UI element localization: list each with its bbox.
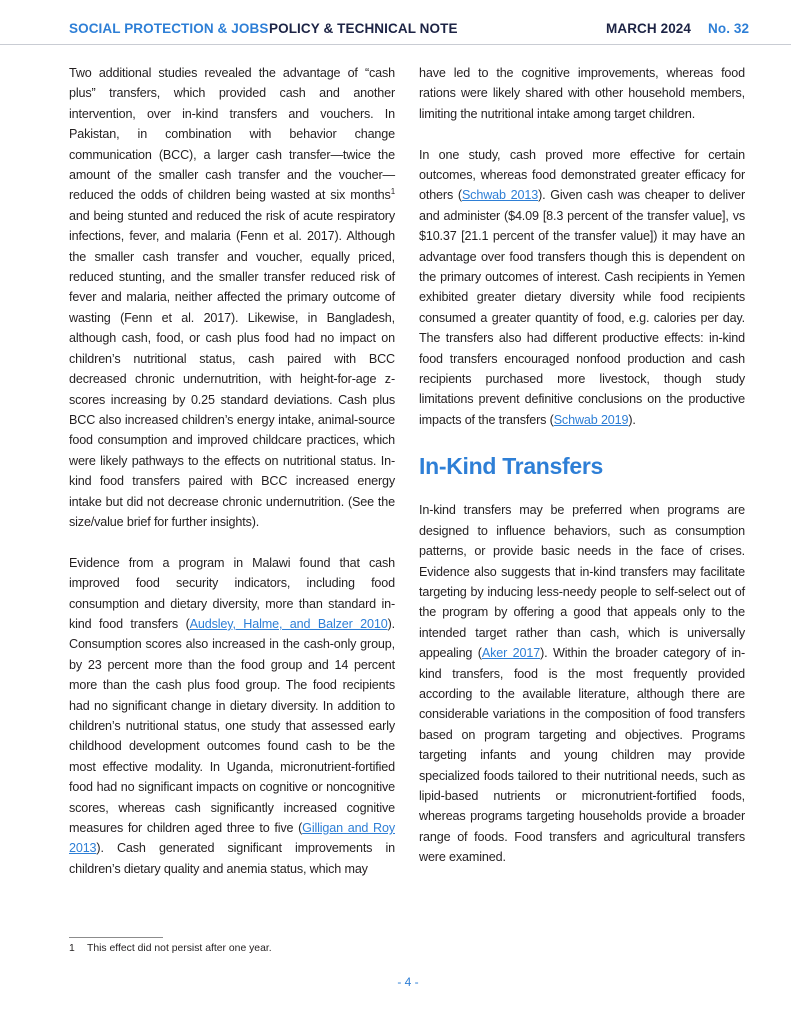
right-p2-text-b: ). Given cash was cheaper to deliver and administer ($4.09 [8.3 percent of the transfer value], vs $10.37 [21.1 percent of the transfer value]) it may have an advantage over food transfers though this is dependent on the primary outcomes of interest. Cash recipients in Yemen exhibited greater dietary diversity while food recipients consumed a greater quantity of food, e.g. calories per day. The transfers also had different productive effects: in-kind food transfers encouraged nonfood production and cash recipients purchased more livestock, though study limitations prevent definitive conclusions on the productive impacts of the transfers (	[419, 188, 746, 427]
left-p1-text-b: and being stunted and reduced the risk of acute respiratory infections, fever, and malaria (Fenn et al. 2017). Although the smaller cash transfer and voucher, equally priced, reduced stunting, and the smaller transfer reduced risk of fever and malaria, neither affected the primary outcome of wasting (Fenn et al. 2017). Likewise, in Bangladesh, although cash, food, or cash plus food had no impact on children’s nutritional status, cash paired with BCC decreased chronic undernutrition, with height-for-age z-scores increasing by 0.25 standard deviations. Cash plus BCC also increased children’s energy intake, animal-source food consumption and improved childcare practices, which were likely pathways to the effects on nutritional status. In-kind food transfers paired with BCC increased energy intake but did not decrease chronic undernutrition. (See the size/value brief for further insights).	[69, 208, 395, 529]
right-p2-text-a: In one study, cash proved more effective for certain outcomes, whereas food demonstrated greater efficacy for others (	[419, 147, 745, 203]
left-p2-text-b: ). Consumption scores also increased in the cash-only group, by 23 percent more than the food group and 14 percent more than the cash plus food group. The food recipients had no significant change in dietary diversity. In addition to children’s nutritional status, one study that assessed early childhood development outcomes found cash to be the most effective modality. In Uganda, micronutrient-fortified food had no significant impacts on cognitive or noncognitive scores, whereas cash significantly increased cognitive measures for children aged three to five (	[69, 616, 395, 836]
header-number: No. 32	[708, 21, 750, 36]
right-column	[419, 63, 745, 868]
footnote-divider	[69, 937, 163, 938]
citation-link-aker[interactable]: Aker 2017	[481, 646, 541, 661]
page-number	[0, 975, 791, 989]
left-p2-text-c: ). Cash generated significant improvements in children’s dietary quality and anemia status, which may	[69, 841, 395, 876]
page-number-text: - 4 -	[397, 975, 419, 989]
section-heading-in-kind-transfers: In-Kind Transfers	[419, 453, 604, 480]
right-p3-text-b: ). Within the broader category of in-kind transfers, food is the most frequently provided according to the available literature, although there are considerable variations in the composition of food transfers based on program targeting and objectives. Programs targeting infants and young children may provide specialized foods tailored to their nutritional needs, such as lipid-based nutrients or micronutrient-fortified foods, whereas programs targeting households provide a broader range of foods. Food transfers and agricultural transfers were examined.	[419, 646, 746, 865]
footnote	[69, 943, 272, 954]
citation-link-schwab-2013[interactable]: Schwab 2013	[461, 188, 539, 203]
citation-link-schwab-2019[interactable]: Schwab 2019	[553, 412, 629, 427]
left-p1-text-a: Two additional studies revealed the advantage of “cash plus” transfers, which provided cash and another intervention, over in-kind transfers and vouchers. In Pakistan, in combination with behavior change communication (BCC), a larger cash transfer—twice the amount of the smaller cash transfer and the voucher—reduced the odds of children being wasted at six months	[69, 66, 395, 203]
citation-link-audsley[interactable]: Audsley, Halme, and Balzer 2010	[189, 616, 388, 631]
left-p2-text-a: Evidence from a program in Malawi found that cash improved food security indicators, including food consumption and dietary diversity, more than standard in-kind food transfers (	[69, 555, 395, 631]
right-paragraph-1: have led to the cognitive improvements, whereas food rations were likely shared with other household members, limiting the nutritional intake among target children.	[419, 66, 745, 121]
header-divider	[0, 44, 791, 45]
right-paragraph-2	[419, 145, 745, 431]
header-doc-type: POLICY & TECHNICAL NOTE	[269, 21, 458, 36]
left-paragraph-1	[69, 63, 395, 532]
citation-link-gilligan[interactable]: Gilligan and Roy 2013	[69, 821, 395, 856]
header-date: MARCH 2024	[606, 21, 692, 36]
right-p2-text-c: ).	[628, 412, 636, 427]
right-p3-text-a: In-kind transfers may be preferred when programs are designed to influence behaviors, such as consumption patterns, or provide basic needs in the face of crises. Evidence also suggests that in-kind transfers may facilitate targeting by inducing less-needy people to self-select out of the program by offering a good that appeals only to the intended target rather than cash, which is universally appealing (	[419, 503, 745, 661]
page-header	[0, 0, 791, 50]
footnote-text: This effect did not persist after one year.	[87, 943, 272, 954]
footnote-number: 1	[69, 943, 75, 954]
left-paragraph-2	[69, 553, 395, 880]
footnote-marker[interactable]: 1	[390, 187, 395, 197]
header-series: SOCIAL PROTECTION & JOBS	[69, 21, 269, 36]
right-paragraph-3	[419, 500, 745, 867]
left-column	[69, 63, 395, 879]
